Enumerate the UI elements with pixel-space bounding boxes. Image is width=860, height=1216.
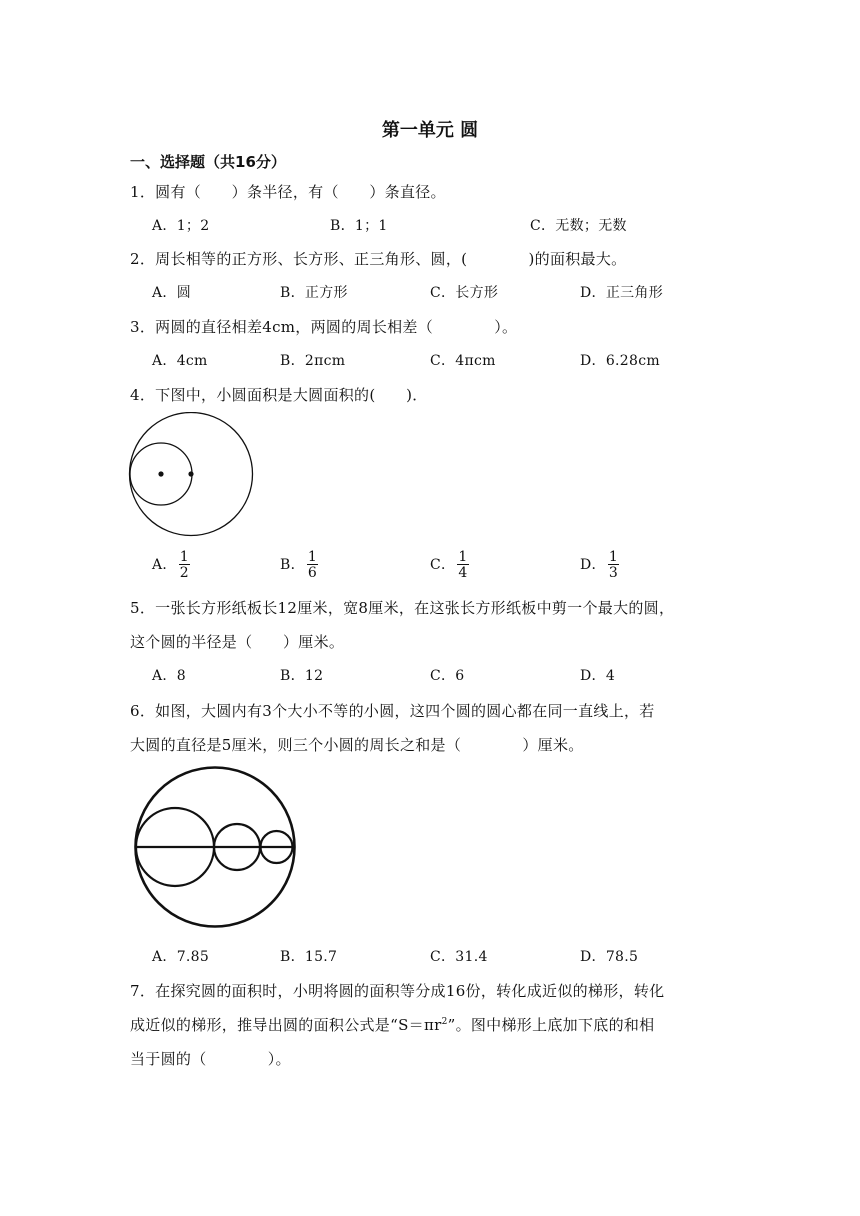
q7-exponent: 2 <box>441 1017 448 1027</box>
q4-d-numerator: 1 <box>608 549 619 565</box>
q4-option-a-fraction <box>179 550 190 580</box>
q6-option-a[interactable]: A．7.85 <box>152 949 210 965</box>
q4-large-center-dot <box>188 471 193 476</box>
q6-option-d[interactable]: D．78.5 <box>580 949 639 965</box>
q5-option-a[interactable]: A．8 <box>152 668 186 684</box>
q4-circles-figure <box>128 412 258 538</box>
q4-d-denominator: 3 <box>608 565 619 581</box>
question-2: 2．周长相等的正方形、长方形、正三角形、圆，( )的面积最大。 <box>130 250 627 268</box>
question-6-line-1: 6．如图，大圆内有3个大小不等的小圆，这四个圆的圆心都在同一直线上，若 <box>130 702 655 720</box>
q3-option-c[interactable]: C．4πcm <box>430 353 496 369</box>
q4-c-denominator: 4 <box>458 565 468 581</box>
q3-option-a[interactable]: A．4cm <box>152 353 208 369</box>
question-7-line-3: 当于圆的（ ）。 <box>130 1050 291 1068</box>
q4-a-denominator: 2 <box>179 565 189 581</box>
q4-option-d[interactable] <box>580 550 619 580</box>
q4-option-b-fraction <box>307 550 318 580</box>
question-5-line-1: 5．一张长方形纸板长12厘米，宽8厘米，在这张长方形纸板中剪一个最大的圆， <box>130 599 675 617</box>
q5-option-c[interactable]: C．6 <box>430 668 465 684</box>
q4-option-c-label: C． <box>430 557 456 573</box>
q4-option-b[interactable] <box>280 550 318 580</box>
q7-line-2-after: ”。图中梯形上底加下底的和相 <box>447 1016 655 1034</box>
q3-option-d[interactable]: D．6.28cm <box>580 353 660 369</box>
question-6-line-2: 大圆的直径是5厘米，则三个小圆的周长之和是（ ）厘米。 <box>130 736 584 754</box>
q4-option-c[interactable] <box>430 550 469 580</box>
q1-option-a[interactable]: A．1；2 <box>152 218 210 234</box>
question-7-line-1: 7．在探究圆的面积时，小明将圆的面积等分成16份，转化成近似的梯形，转化 <box>130 982 665 1000</box>
q2-option-c[interactable]: C．长方形 <box>430 285 499 301</box>
q4-option-d-label: D． <box>580 557 606 573</box>
question-5-line-2: 这个圆的半径是（ ）厘米。 <box>130 633 345 651</box>
q4-option-c-fraction <box>457 550 468 580</box>
q2-option-b[interactable]: B．正方形 <box>280 285 348 301</box>
q1-option-b[interactable]: B．1；1 <box>330 218 388 234</box>
q6-option-b[interactable]: B．15.7 <box>280 949 338 965</box>
q4-option-d-fraction <box>608 550 619 580</box>
question-1: 1．圆有（ ）条半径，有（ ）条直径。 <box>130 183 446 201</box>
q6-option-c[interactable]: C．31.4 <box>430 949 488 965</box>
q2-option-d[interactable]: D．正三角形 <box>580 285 664 301</box>
q1-option-c[interactable]: C．无数；无数 <box>530 218 627 234</box>
question-4: 4．下图中，小圆面积是大圆面积的( )． <box>130 386 428 404</box>
q4-b-denominator: 6 <box>307 565 318 581</box>
q4-option-a-label: A． <box>152 557 177 573</box>
q6-circles-figure <box>132 766 298 928</box>
question-3: 3．两圆的直径相差4cm，两圆的周长相差（ ）。 <box>130 318 518 336</box>
section-heading: 一、选择题（共16分） <box>130 153 286 171</box>
q3-option-b[interactable]: B．2πcm <box>280 353 346 369</box>
q2-option-a[interactable]: A．圆 <box>152 285 192 301</box>
q4-a-numerator: 1 <box>179 549 189 565</box>
q4-b-numerator: 1 <box>307 549 318 565</box>
q5-option-b[interactable]: B．12 <box>280 668 324 684</box>
q5-option-d[interactable]: D．4 <box>580 668 616 684</box>
page-title: 第一单元 圆 <box>381 120 479 141</box>
q7-line-2-before: 成近似的梯形，推导出圆的面积公式是“S＝πr <box>130 1016 442 1034</box>
q4-option-b-label: B． <box>280 557 305 573</box>
q4-small-center-dot <box>158 471 163 476</box>
q4-c-numerator: 1 <box>458 549 468 565</box>
q4-option-a[interactable] <box>152 550 190 580</box>
question-7-line-2 <box>130 1014 654 1035</box>
